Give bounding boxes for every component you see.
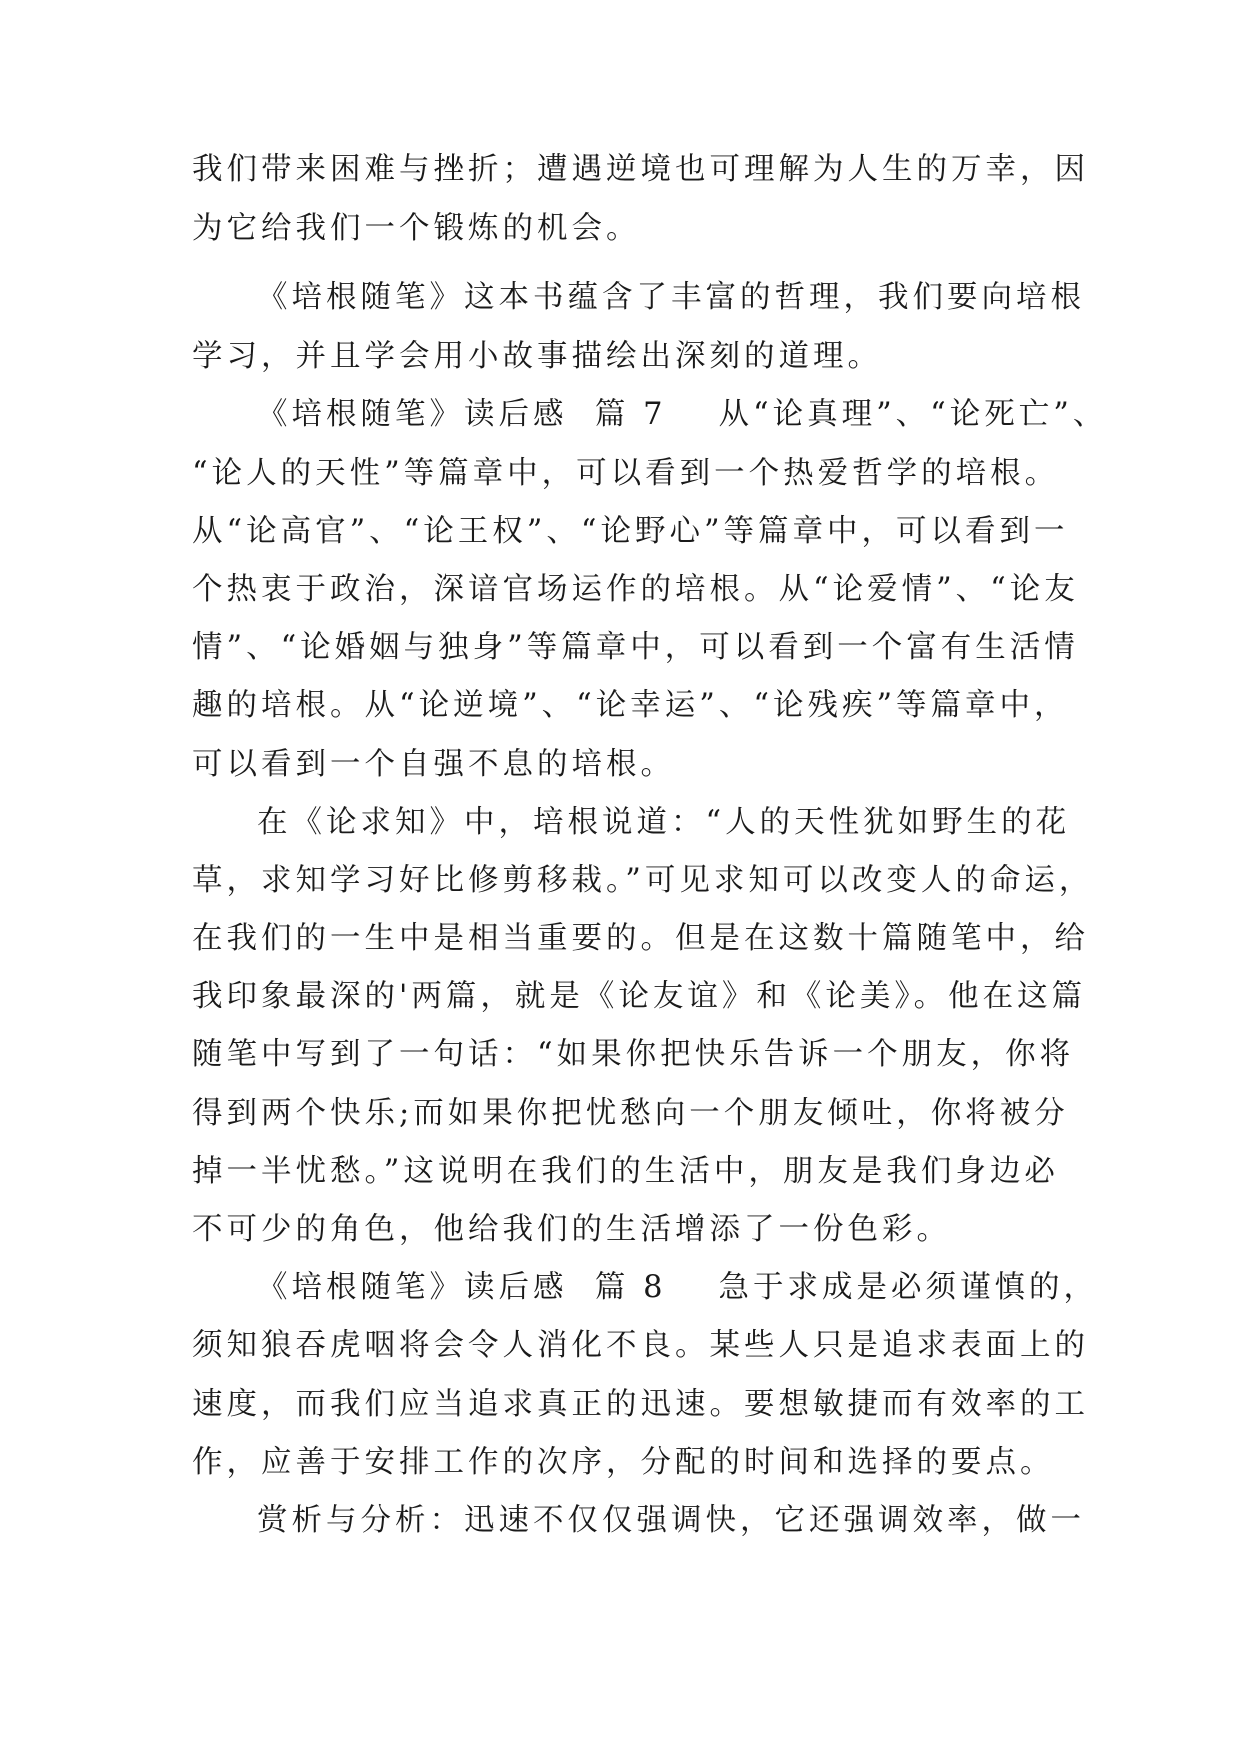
text-line: 从“论高官”、“论王权”、“论野心”等篇章中，可以看到一 xyxy=(192,514,1069,549)
text-line: 赏析与分析：迅速不仅仅强调快，它还强调效率，做一 xyxy=(257,1503,1085,1538)
section-heading-8 xyxy=(257,1268,1098,1308)
text-line: 趣的培根。从“论逆境”、“论幸运”、“论残疾”等篇章中， xyxy=(192,688,1069,723)
text-line: “论人的天性”等篇章中，可以看到一个热爱哲学的培根。 xyxy=(192,456,1060,491)
text-line: 掉一半忧愁。”这说明在我们的生活中，朋友是我们身边必 xyxy=(192,1154,1059,1189)
heading-continuation: 急于求成是必须谨慎的， xyxy=(718,1270,1098,1305)
text-line: 草，求知学习好比修剪移栽。”可见求知可以改变人的命运， xyxy=(192,863,1094,898)
heading-title: 《培根随笔》读后感 xyxy=(257,1270,568,1305)
section-heading-7 xyxy=(257,395,1107,435)
heading-number: 篇 8 xyxy=(594,1270,667,1305)
text-line: 在《论求知》中，培根说道：“人的天性犹如野生的花 xyxy=(257,805,1071,840)
text-line: 我印象最深的'两篇，就是《论友谊》和《论美》。他在这篇 xyxy=(192,979,1087,1014)
text-line: 不可少的角色，他给我们的生活增添了一份色彩。 xyxy=(192,1212,951,1247)
text-line: 为它给我们一个锻炼的机会。 xyxy=(192,211,641,246)
text-line: 作，应善于安排工作的次序，分配的时间和选择的要点。 xyxy=(192,1445,1055,1480)
text-line: 《培根随笔》这本书蕴含了丰富的哲理，我们要向培根 xyxy=(257,280,1085,315)
text-line: 学习，并且学会用小故事描绘出深刻的道理。 xyxy=(192,339,882,374)
text-line: 速度，而我们应当追求真正的迅速。要想敏捷而有效率的工 xyxy=(192,1387,1089,1422)
text-line: 得到两个快乐;而如果你把忧愁向一个朋友倾吐，你将被分 xyxy=(192,1096,1069,1131)
text-line: 个热衷于政治，深谙官场运作的培根。从“论爱情”、“论友 xyxy=(192,572,1079,607)
text-line: 我们带来困难与挫折；遭遇逆境也可理解为人生的万幸，因 xyxy=(192,152,1089,187)
heading-title: 《培根随笔》读后感 xyxy=(257,397,568,432)
heading-continuation: 从“论真理”、“论死亡”、 xyxy=(718,397,1108,432)
text-line: 情”、“论婚姻与独身”等篇章中，可以看到一个富有生活情 xyxy=(192,630,1079,665)
text-line: 可以看到一个自强不息的培根。 xyxy=(192,747,675,782)
heading-number: 篇 7 xyxy=(594,397,667,432)
text-line: 在我们的一生中是相当重要的。但是在这数十篇随笔中，给 xyxy=(192,921,1089,956)
text-line: 随笔中写到了一句话：“如果你把快乐告诉一个朋友，你将 xyxy=(192,1037,1075,1072)
text-line: 须知狼吞虎咽将会令人消化不良。某些人只是追求表面上的 xyxy=(192,1328,1089,1363)
